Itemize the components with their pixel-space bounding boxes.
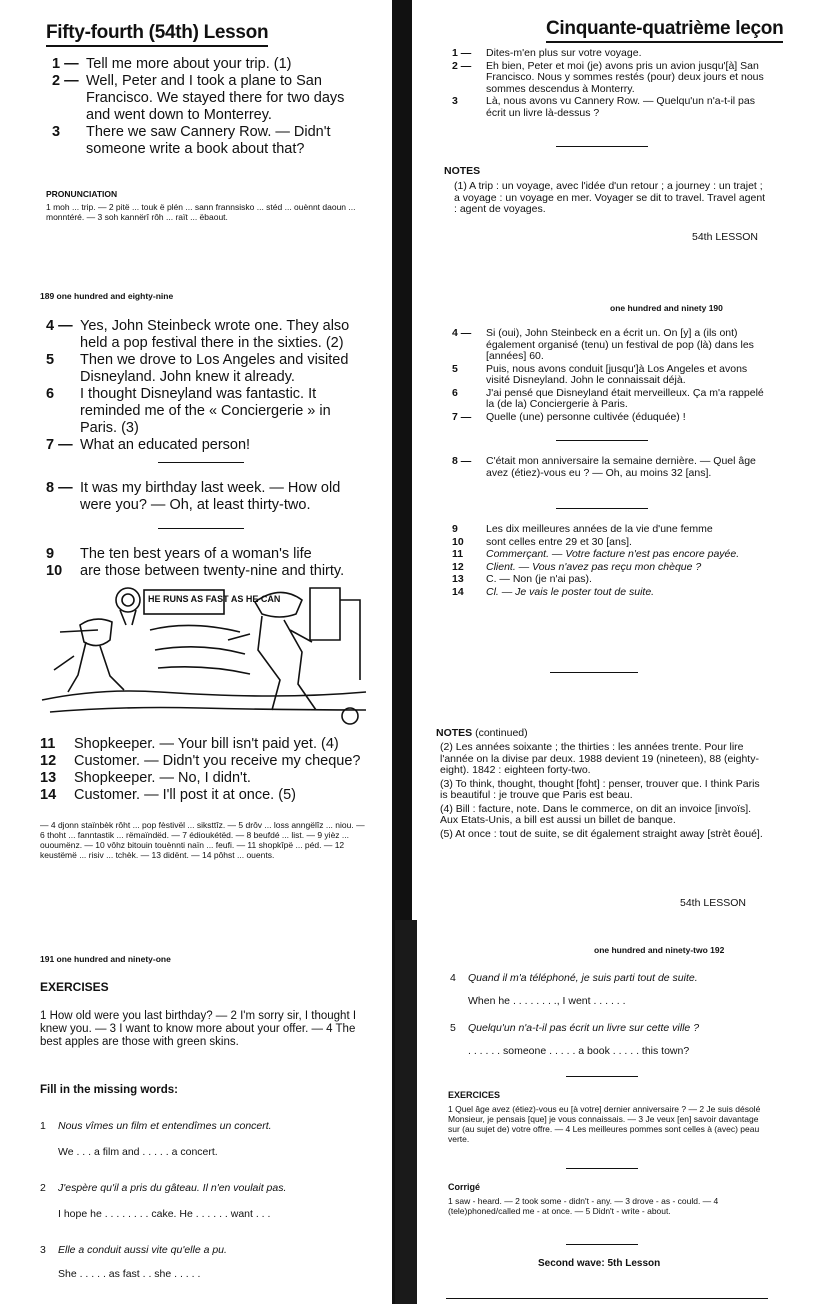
- fr-dialogue-2: [452, 328, 766, 424]
- bottom-rule: [446, 1298, 768, 1299]
- fill-item-2-fr: 2 J'espère qu'il a pris du gâteau. Il n'en voulait pas.: [40, 1182, 287, 1194]
- fill-item-1-en: We . . . a film and . . . . . a concert.: [58, 1146, 218, 1158]
- page-number-190: one hundred and ninety 190: [610, 303, 723, 313]
- fill-item-1-fr: 1 Nous vîmes un film et entendîmes un concert.: [40, 1120, 272, 1132]
- fill-heading: Fill in the missing words:: [40, 1084, 179, 1096]
- corrige-text: 1 saw - heard. — 2 took some - didn't - any. — 3 drove - as - could. — 4 (tele)phoned/called me - at once. — 5 Didn't - write - about.: [448, 1196, 719, 1216]
- en-dialogue-9-10: [46, 546, 368, 580]
- separator: [556, 440, 648, 441]
- fr-line-8: 8 — C'était mon anniversaire la semaine dernière. — Quel âge avez (étiez)-vous eu ? — Oh, au moins 32 [ans].: [452, 455, 756, 479]
- pronunciation-text: 1 moh ... trip. — 2 pitë ... touk ë plén ... sann frannsisko ... stéd ... ouènnt daoun ... monntéré. — 3 soh kannërî rôh ... raït ... ëbaout.: [46, 202, 356, 222]
- en-line-11: 11 Shopkeeper. — Your bill isn't paid yet. (4): [40, 736, 339, 752]
- en-dialogue-8: [46, 480, 368, 514]
- exercises-text: 1 How old were you last birthday? — 2 I'm sorry sir, I thought I knew you. — 3 I want to know more about your offer. — 4 The best apples are those with green skins.: [40, 1010, 357, 1048]
- note-5: (5) At once : tout de suite, se dit également straight away [strèt êoué].: [440, 827, 763, 840]
- separator: [566, 1168, 638, 1169]
- fill-item-4-en: When he . . . . . . . ., I went . . . . . .: [468, 995, 626, 1007]
- exercises-heading: EXERCISES: [40, 980, 109, 994]
- fr-dialogue-8: [452, 456, 766, 480]
- lesson-tag-2: 54th LESSON: [680, 897, 746, 909]
- corrige-heading: Corrigé: [448, 1182, 481, 1192]
- separator: [556, 508, 648, 509]
- left-title: Fifty-fourth (54th) Lesson: [46, 22, 268, 47]
- en-line-14: 14 Customer. — I'll post it at once. (5): [40, 787, 296, 803]
- fr-line-11: 11 Commerçant. — Votre facture n'est pas encore payée.: [452, 548, 740, 560]
- fr-line-6: 6 J'ai pensé que Disneyland était merveilleux. Ça m'a rappelé la (de la) Conciergerie à Paris.: [452, 386, 764, 410]
- second-wave: Second wave: 5th Lesson: [538, 1258, 661, 1269]
- en-line-7: 7 — What an educated person!: [46, 437, 251, 453]
- cartoon-sign-text: HE RUNS AS FAST AS HE CAN: [148, 594, 281, 604]
- fr-line-13: 13 C. — Non (je n'ai pas).: [452, 573, 592, 585]
- fr-line-10: 10 sont celles entre 29 et 30 [ans].: [452, 535, 632, 548]
- page-number-189: 189 one hundred and eighty-nine: [40, 291, 174, 301]
- separator: [158, 528, 244, 529]
- fr-line-1: 1 — Dites-m'en plus sur votre voyage.: [452, 47, 642, 59]
- separator: [556, 146, 648, 147]
- binding-gutter-lower: [395, 920, 417, 1304]
- fr-line-4: 4 — Si (oui), John Steinbeck en a écrit un. On [y] a (ils ont) également organisé (tenu) un festival de pop (là) dans les [années] 60.: [452, 327, 754, 362]
- page-number-192: one hundred and ninety-two 192: [594, 945, 725, 955]
- page-number-191: 191 one hundred and ninety-one: [40, 954, 171, 964]
- right-title: Cinquante-quatrième leçon: [546, 18, 783, 43]
- fill-item-5-fr: 5 Quelqu'un n'a-t-il pas écrit un livre sur cette ville ?: [450, 1022, 700, 1034]
- notes-continued-heading: NOTES (continued): [436, 727, 528, 739]
- lesson-tag-1: 54th LESSON: [692, 231, 758, 243]
- fill-item-3-fr: 3 Elle a conduit aussi vite qu'elle a pu.: [40, 1244, 227, 1256]
- en-line-8: 8 — It was my birthday last week. — How old were you? — Oh, at least thirty-two.: [46, 480, 341, 513]
- fill-item-4-fr: 4 Quand il m'a téléphoné, je suis parti tout de suite.: [450, 972, 698, 984]
- en-dialogue-1: [52, 56, 372, 158]
- fr-dialogue-9-14: [452, 524, 766, 599]
- en-line-9: 9 The ten best years of a woman's life: [46, 546, 312, 562]
- note-2: (2) Les années soixante ; the thirties : les années trente. Pour lire l'année on la divise par deux. 1988 devient 19 (nineteen), 88 (eighty-eight). 1842 : eighteen forty-two.: [440, 741, 759, 776]
- exercices-heading: EXERCICES: [448, 1090, 501, 1100]
- en-dialogue-11-14: [40, 736, 370, 804]
- pronunciation-text-2: — 4 djonn staïnbèk rôht ... pop fèstivël ... siksttîz. — 5 drôv ... loss anngëlîz ... niou. — 6 thoht ... fanntastik ... rëmaïndëd. — 7 édioukétëd. — 8 beufdé ... list. — 9 yièz ... ououmënz. — 10 vôhz bitouin touènnti naïn ... feufi. — 11 shopkîpë ... péd. — 12 keustëmë ... risiv ... tchèk. — 13 didënt. — 14 pôhst ... ouents.: [40, 820, 365, 860]
- en-line-2: 2 — Well, Peter and I took a plane to San Francisco. We stayed there for two days and went down to Monterrey.: [52, 73, 345, 123]
- fill-item-3-en: She . . . . . as fast . . she . . . . .: [58, 1268, 201, 1280]
- note-1: (1) A trip : un voyage, avec l'idée d'un retour ; a journey : un trajet ; a voyage : un voyage en mer. Voyager se dit to travel. Travel agent : agent de voyages.: [454, 180, 766, 215]
- fill-item-5-en: . . . . . . someone . . . . . a book . . . . . this town?: [468, 1045, 690, 1057]
- separator: [566, 1244, 638, 1245]
- note-3: (3) To think, thought, thought [foht] : penser, trouver que. I think Paris is beautiful : je trouve que Paris est beau.: [440, 777, 760, 801]
- en-line-5: 5 Then we drove to Los Angeles and visited Disneyland. John knew it already.: [46, 352, 349, 385]
- fr-line-14: 14 Cl. — Je vais le poster tout de suite.: [452, 585, 655, 598]
- fr-line-2: 2 — Eh bien, Peter et moi (je) avons pris un avion jusqu'[à] San Francisco. Nous y sommes restés (pour) deux jours et nous sommes descendus à Monterry.: [452, 59, 764, 95]
- separator: [158, 462, 244, 463]
- notes-heading: NOTES: [444, 165, 481, 177]
- fr-line-3: 3 Là, nous avons vu Cannery Row. — Quelqu'un n'a-t-il pas écrit un livre là-dessus ?: [452, 95, 755, 119]
- en-line-3: 3 There we saw Cannery Row. — Didn't someone write a book about that?: [52, 124, 331, 157]
- notes-continued: [440, 742, 766, 840]
- en-line-10: 10 are those between twenty-nine and thirty.: [46, 563, 345, 579]
- fill-item-2-en: I hope he . . . . . . . . cake. He . . . . . . want . . .: [58, 1208, 271, 1220]
- cartoon-illustration: [40, 580, 368, 730]
- fr-line-5: 5 Puis, nous avons conduit [jusqu']à Los Angeles et avons visité Disneyland. John le connaissait déjà.: [452, 362, 748, 386]
- fr-line-9: 9 Les dix meilleures années de la vie d'une femme: [452, 523, 713, 535]
- pronunciation-heading: PRONUNCIATION: [46, 189, 118, 199]
- fr-line-7: 7 — Quelle (une) personne cultivée (éduquée) !: [452, 410, 686, 423]
- exercices-text: 1 Quel âge avez (étiez)-vous eu [à votre] dernier anniversaire ? — 2 Je suis désolé Monsieur, je pensais [que] je vous connaissais. — 3 Je veux [en] savoir davantage sur (au sujet de) votre offre. — 4 Les meilleures pommes sont celles à (avec) peau verte.: [448, 1104, 761, 1144]
- separator: [566, 1076, 638, 1077]
- separator: [550, 672, 638, 673]
- en-line-4: 4 — Yes, John Steinbeck wrote one. They also held a pop festival there in the sixties. (2): [46, 318, 350, 351]
- fr-dialogue-1: [452, 48, 764, 120]
- en-dialogue-2: [46, 318, 368, 454]
- fr-line-12: 12 Client. — Vous n'avez pas reçu mon chèque ?: [452, 560, 702, 573]
- note-4: (4) Bill : facture, note. Dans le commerce, on dit an invoice [invoïs]. Aux Etats-Unis, a bill est aussi un billet de banque.: [440, 802, 752, 826]
- en-line-1: 1 — Tell me more about your trip. (1): [52, 56, 292, 72]
- en-line-6: 6 I thought Disneyland was fantastic. It reminded me of the « Conciergerie » in Paris. (3): [46, 386, 331, 436]
- en-line-12: 12 Customer. — Didn't you receive my cheque?: [40, 753, 361, 769]
- en-line-13: 13 Shopkeeper. — No, I didn't.: [40, 770, 251, 786]
